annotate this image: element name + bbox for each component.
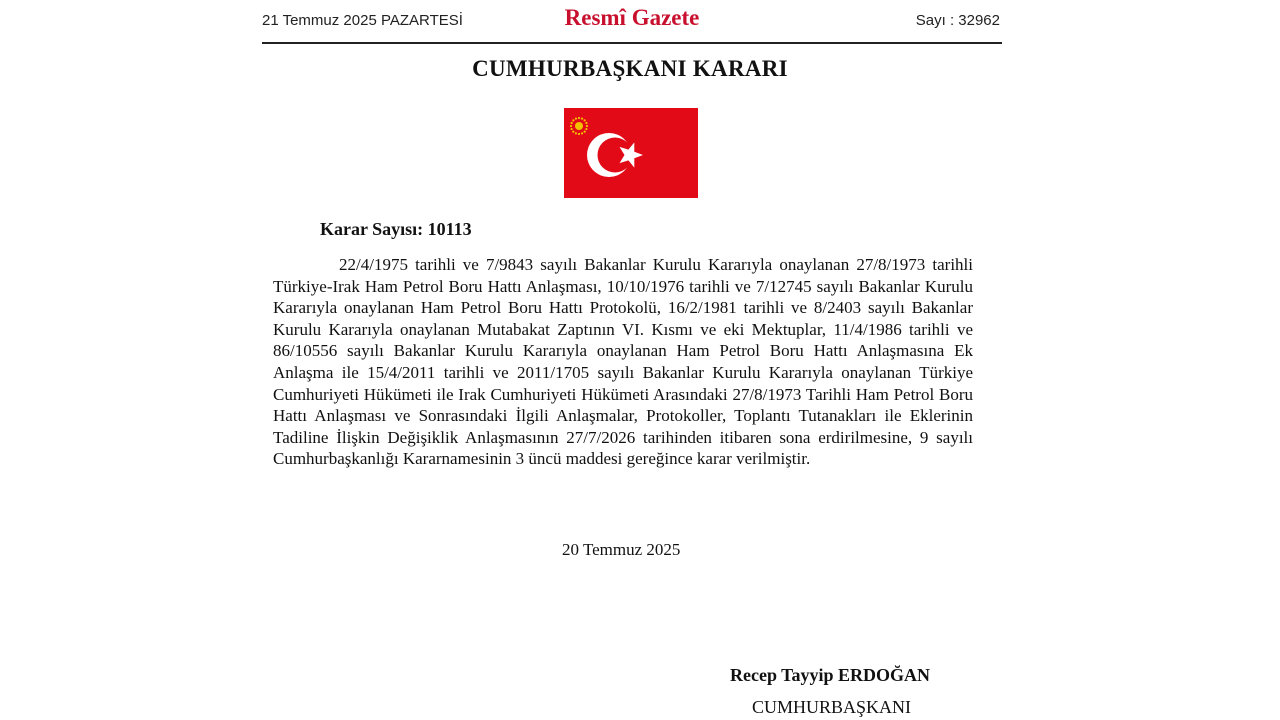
gazette-title: Resmî Gazete (564, 5, 700, 30)
turkish-flag-icon (564, 108, 698, 198)
decision-body: 22/4/1975 tarihli ve 7/9843 sayılı Bakanlar Kurulu Kararıyla onaylanan 27/8/1973 tarihli Türkiye-Irak Ham Petrol Boru Hattı Anlaşması, 10/10/1976 tarihli ve 7/12745 sayılı Bakanlar Kurulu Kararıyla onaylanan Ham Petrol Boru Hattı Protokolü, 16/2/1981 tarihli ve 8/2403 sayılı Bakanlar Kurulu Kararıyla onaylanan Mutabakat Zaptının VI. Kısmı ve eki Mektuplar, 11/4/1986 tarihli ve 86/10556 sayılı Bakanlar Kurulu Kararıyla onaylanan Ham Petrol Boru Hattı Anlaşmasına Ek Anlaşma ile 15/4/2011 tarihli ve 2011/1705 sayılı Bakanlar Kurulu Kararıyla onaylanan Türkiye Cumhuriyeti Hükümeti ile Irak Cumhuriyeti Hükümeti Arasındaki 27/8/1973 Tarihli Ham Petrol Boru Hattı Anlaşması ve Sonrasındaki İlgili Anlaşmalar, Protokoller, Toplantı Tutanakları ile Eklerinin Tadiline İlişkin Değişiklik Anlaşmasının 27/7/2026 tarihinden itibaren sona erdirilmesine, 9 sayılı Cumhurbaşkanlığı Kararnamesinin 3 üncü maddesi gereğince karar verilmiştir. (273, 255, 973, 469)
decision-date: 20 Temmuz 2025 (562, 540, 681, 559)
gazette-header (262, 0, 1002, 44)
decision-number: Karar Sayısı: 10113 (320, 219, 472, 239)
gazette-page (240, 0, 1030, 720)
document-heading: CUMHURBAŞKANI KARARI (472, 56, 788, 81)
issue-number: Sayı : 32962 (915, 12, 1000, 29)
signer-name: Recep Tayyip ERDOĞAN (730, 665, 931, 685)
header-date: 21 Temmuz 2025 PAZARTESİ (262, 12, 463, 29)
signer-title: CUMHURBAŞKANI (752, 697, 912, 717)
